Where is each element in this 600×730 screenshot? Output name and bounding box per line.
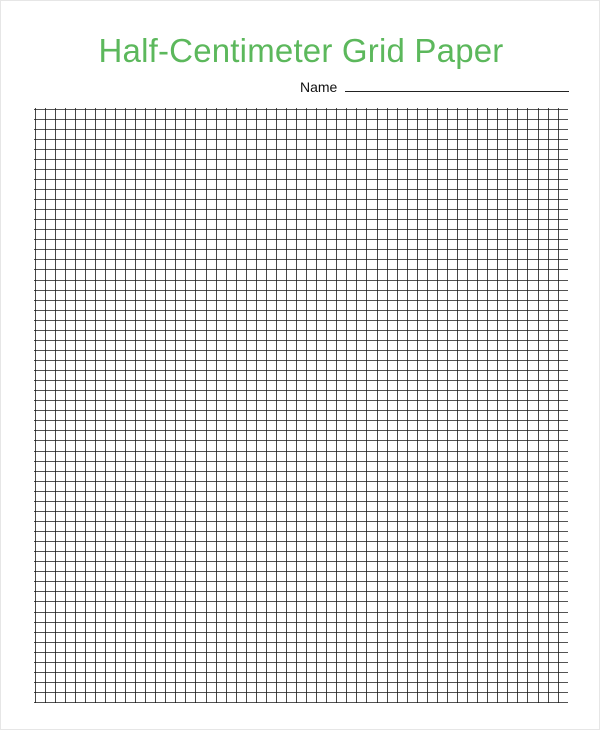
grid-area xyxy=(34,108,568,703)
name-field-label: Name xyxy=(300,79,338,95)
name-underline xyxy=(345,91,569,92)
page-title: Half-Centimeter Grid Paper xyxy=(98,32,504,69)
grid-lines xyxy=(34,108,568,703)
